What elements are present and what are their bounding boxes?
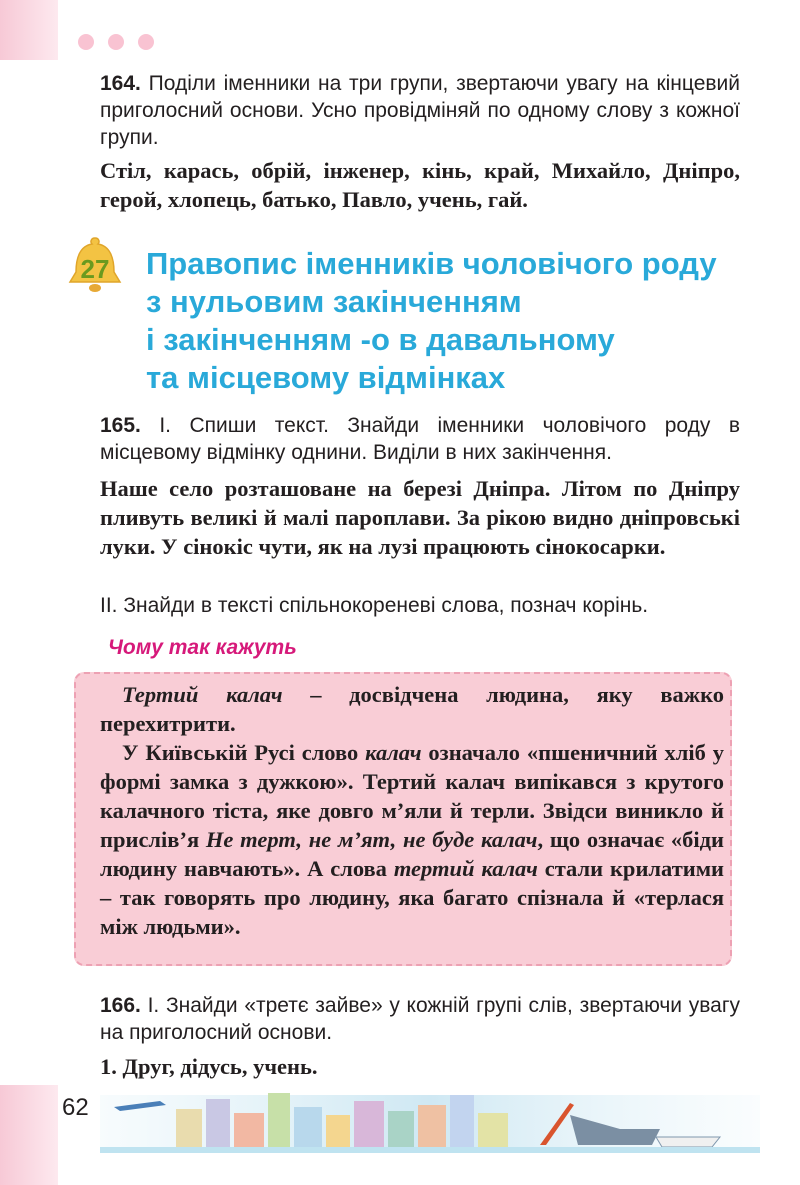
task-number: 165. [100,414,141,437]
term: Тертий калач [122,682,283,707]
task-165-part2: ІІ. Знайди в тексті спільнокореневі слова, познач корінь. [100,594,649,617]
lesson-title-line: та місцевому відмінках [146,360,506,395]
text-fragment: У Київській Русі слово [122,740,366,765]
task-164-words: Стіл, карась, обрій, інженер, кінь, край, Михайло, Дніпро, герой, хлопець, батько, Павло, учень, гай. [100,158,740,212]
bell-icon [66,236,124,296]
text-fragment: , що означає «біди людину навчають». А слова [100,827,725,881]
task-164-instruction [100,70,740,151]
proverb: Не терт, не м’ят, не буде калач [205,827,538,852]
term: тертий калач [393,856,538,881]
info-box-text [100,680,724,941]
task-number: 166. [100,994,141,1017]
task-instruction-text: Поділи іменники на три групи, звертаючи увагу на кінцевий приголосний основи. Усно провідміняй по одному слову з кожної групи. [100,72,740,149]
city-illustration [100,1085,760,1153]
bottom-margin-band [0,1085,58,1185]
lesson-title [146,245,766,397]
definition: – досвідчена людина, яку важко перехитрити. [100,682,724,736]
info-paragraph [100,738,724,941]
dot-icon [78,34,94,50]
term: калач [365,740,422,765]
info-paragraph [100,680,724,738]
task-instruction-text: І. Спиши текст. Знайди іменники чоловічого роду в місцевому відмінку однини. Виділи в них закінчення. [100,414,740,464]
decorative-dots [78,34,154,50]
task-166-item: 1. Друг, дідусь, учень. [100,1054,318,1079]
task-165-text: Наше село розташоване на березі Дніпра. Літом по Дніпру пливуть великі й малі пароплави. За рікою видно дніпровські луки. У сінокіс чути, як на лузі працюють сінокосарки. [100,476,740,559]
task-number: 164. [100,72,141,95]
why-heading: Чому так кажуть [108,636,297,659]
lesson-number: 27 [80,254,110,284]
text-fragment: означало «пшеничний хліб у формі замка з дужкою». Тертий калач випікався з крутого калачного тіста, яке довго м’яли й терли. Звідси виникло й прислів’я [100,740,724,852]
lesson-title-line: з нульовим закінченням [146,284,522,319]
lesson-title-line: Правопис іменників чоловічого роду [146,246,717,281]
text-fragment: стали крилатими – так говорять про людину, яка багато спізнала й «терлася між людьми». [100,856,725,939]
task-165-instruction [100,412,740,466]
page-number: 62 [62,1094,89,1121]
lesson-title-line: і закінченням -о в давальному [146,322,615,357]
top-margin-band [0,0,58,60]
task-166-instruction [100,992,740,1046]
dot-icon [108,34,124,50]
dot-icon [138,34,154,50]
task-instruction-text: І. Знайди «третє зайве» у кожній групі слів, звертаючи увагу на приголосний основи. [100,994,740,1044]
